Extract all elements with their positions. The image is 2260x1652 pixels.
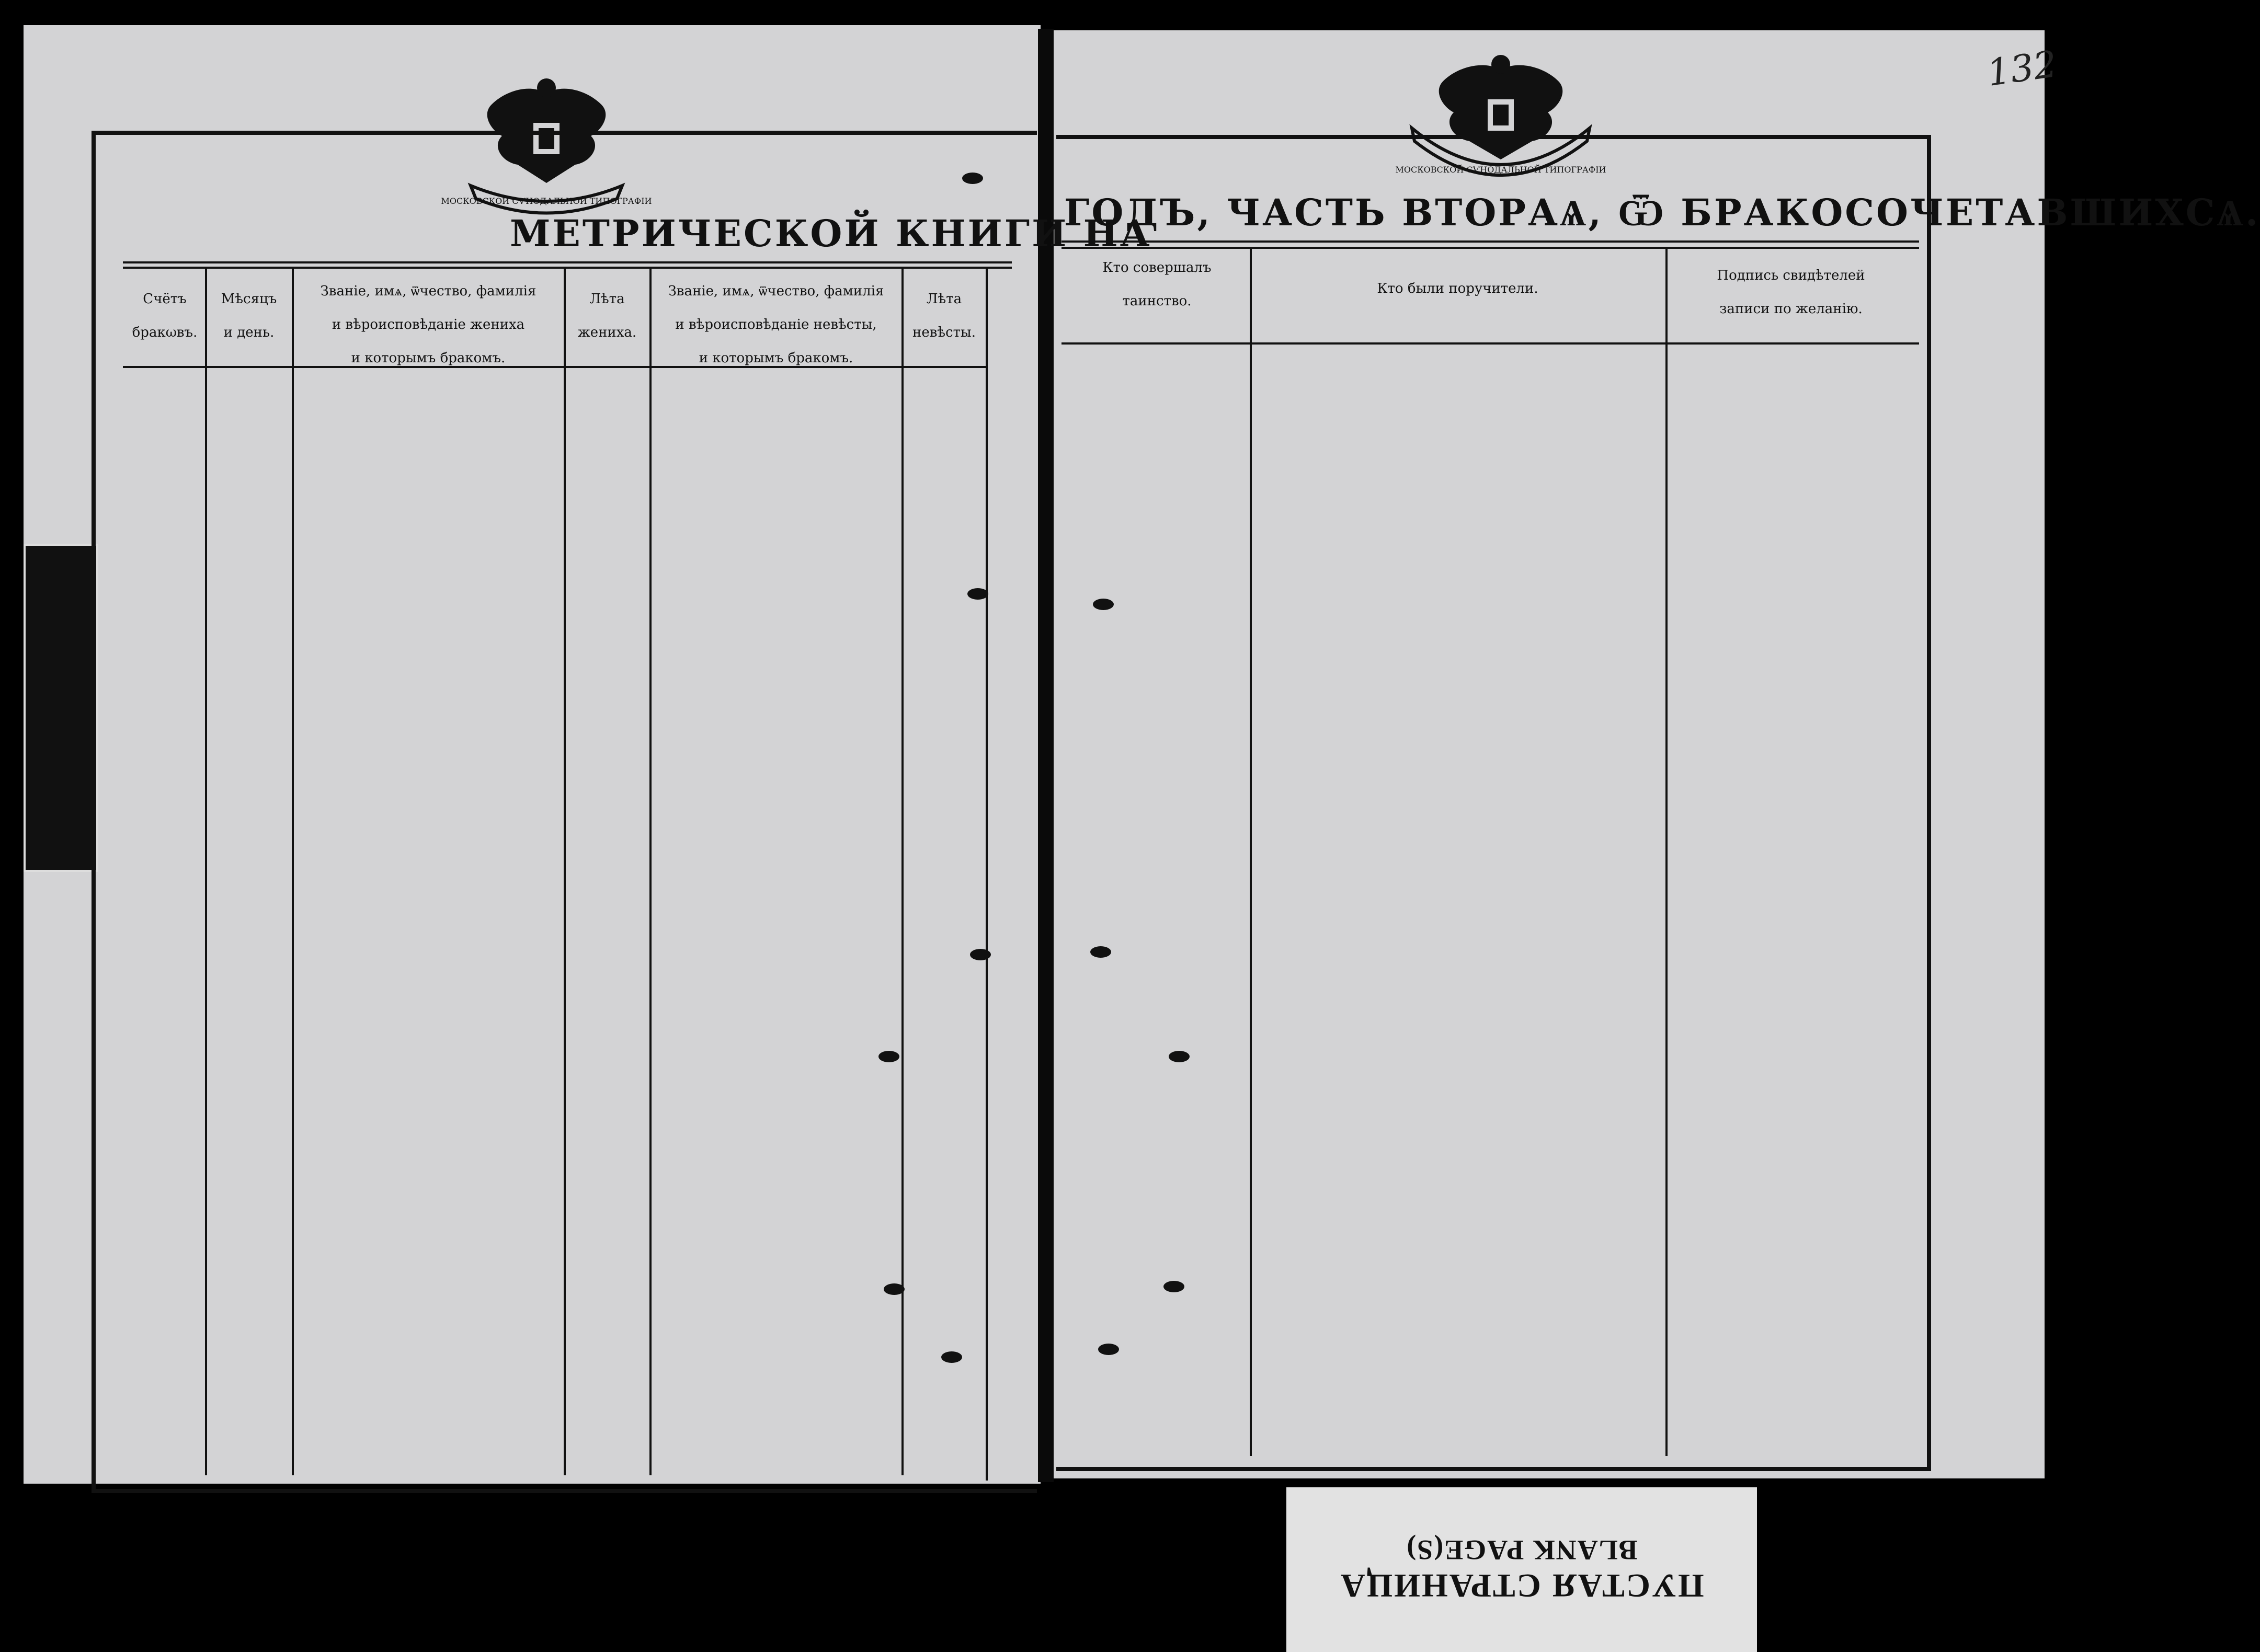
page-hole (1098, 1344, 1119, 1355)
right-col-divider-2 (1665, 248, 1668, 1456)
page-hole (967, 588, 988, 600)
page-hole (1169, 1051, 1190, 1062)
left-col-header-month-day: Мѣсяцъ и день. (221, 291, 277, 340)
page-hole (884, 1283, 905, 1295)
left-col-header-groom-age: Лѣта жениха. (577, 291, 637, 340)
blank-page-stamp (1286, 1487, 1757, 1652)
page-hole (962, 173, 983, 184)
left-col-divider-1 (205, 268, 207, 1475)
left-col-divider-4 (649, 268, 652, 1475)
right-header-rule (1061, 240, 1919, 243)
binding-tab (24, 544, 98, 872)
stamp-line-english: BLANK PAGE(S) (1406, 1534, 1638, 1566)
page-hole (1090, 946, 1111, 958)
right-emblem-band-text: МОСКОВСКОЙ СѴНОДАЛЬНОЙ ТИПОГРАФІИ (1395, 165, 1606, 175)
page-hole (1093, 599, 1114, 610)
page-number: 132 (1984, 42, 2060, 95)
page-hole (1163, 1281, 1184, 1292)
page-hole (970, 949, 991, 960)
left-col-header-groom: Званіе, имѧ, ѿчество, фамилія и вѣроисповѣданіе жениха и которымъ бракомъ. (320, 283, 537, 366)
right-col-divider-1 (1250, 248, 1252, 1456)
right-header-rule-2 (1061, 247, 1919, 249)
right-table-frame (1056, 135, 1931, 1471)
right-col-header-guarantors: Кто были поручители. (1377, 281, 1538, 296)
left-col-divider-2 (292, 268, 294, 1475)
left-emblem-band-text: МОСКОВСКОЙ СѴНОДАЛЬНОЙ ТИПОГРАФІИ (441, 196, 652, 206)
right-column-header-rule (1061, 342, 1919, 345)
left-header-rule (123, 261, 1012, 263)
left-col-header-bride: Званіе, имѧ, ѿчество, фамилія и вѣроисповѣданіе невѣсты, и которымъ бракомъ. (668, 283, 884, 366)
right-col-header-witness-signature: Подпись свидѣтелей записи по желанію. (1717, 268, 1865, 317)
left-col-header-marriage-count: Счётъ бракωвъ. (132, 291, 198, 340)
left-page-title: МЕТРИЧЕСКОЙ КНИГИ НА (510, 212, 1152, 255)
left-col-divider-6 (986, 268, 988, 1481)
left-col-header-bride-age: Лѣта невѣсты. (912, 291, 976, 340)
page-hole (941, 1351, 962, 1363)
right-page-title: ГОДЪ, ЧАСТЬ ВТОРАѦ, Ѿ БРАКОСОЧЕТАВШИХСѦ. (1064, 191, 2260, 234)
right-col-header-officiant: Кто совершалъ таинство. (1102, 260, 1212, 309)
left-header-rule-2 (123, 267, 1012, 269)
left-col-divider-3 (564, 268, 566, 1475)
left-col-divider-5 (901, 268, 904, 1475)
page-hole (878, 1051, 899, 1062)
stamp-line-russian: ПУСТАЯ СТРАНИЦА (1339, 1567, 1704, 1605)
